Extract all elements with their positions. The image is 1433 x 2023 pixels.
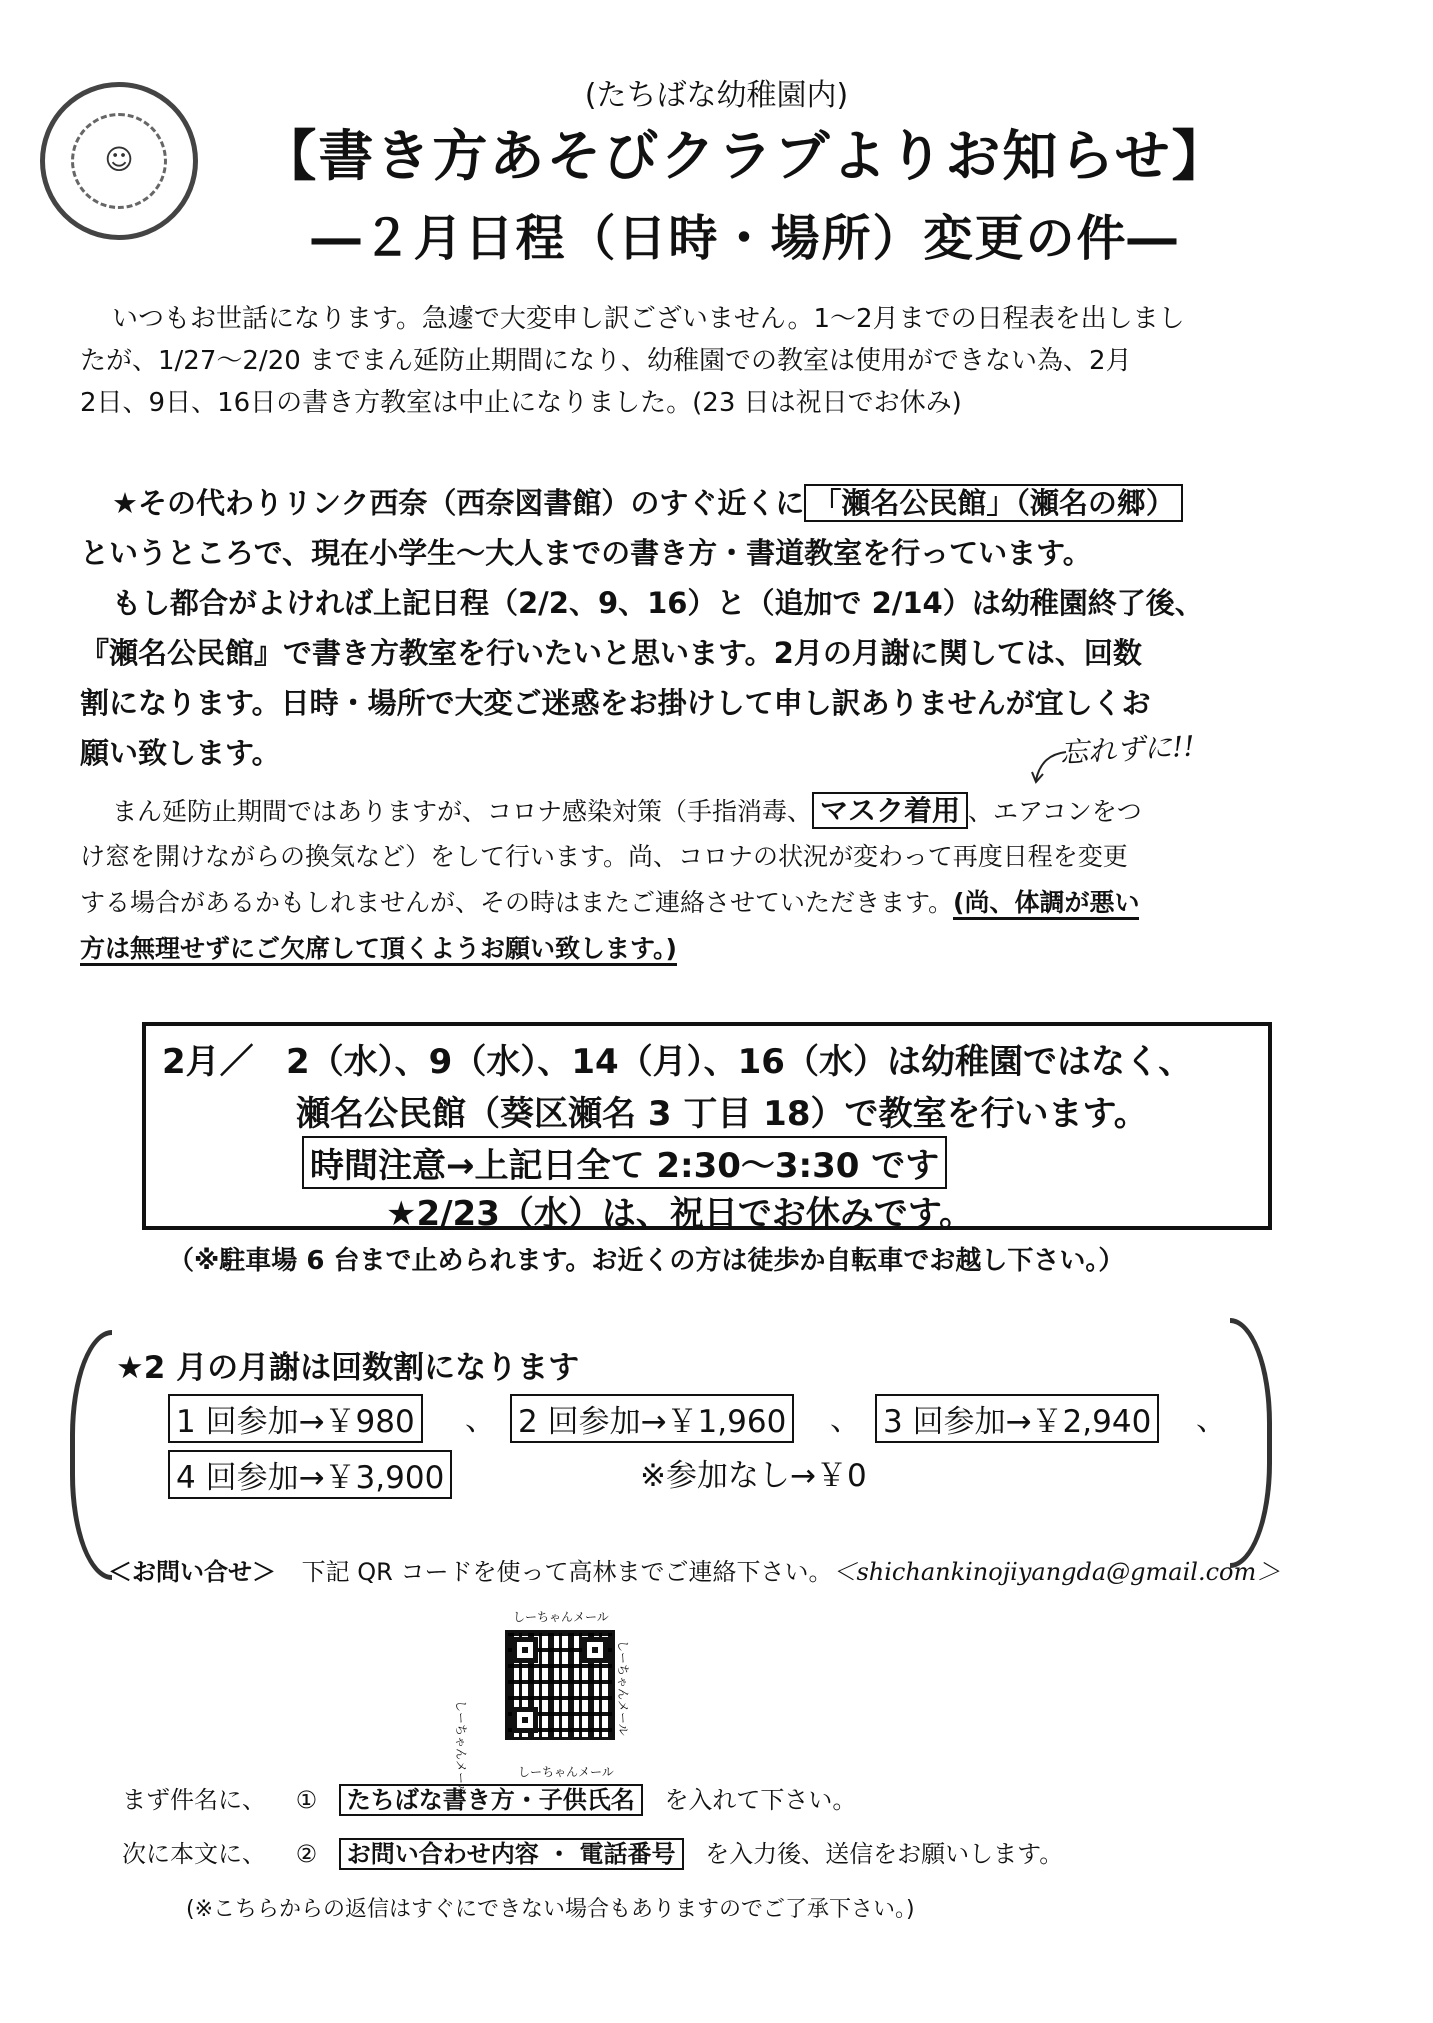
intro-line-3: 2日、9日、16日の書き方教室は中止になりました。(23 日は祝日でお休み)	[80, 388, 962, 418]
page-subtitle: ―２月日程（日時・場所）変更の件―	[311, 210, 1179, 267]
notice-line-1	[112, 480, 1183, 526]
contact-text: 下記 QR コードを使って高林までご連絡下さい。	[301, 1558, 833, 1586]
fee-1-session: 1 回参加→￥980	[168, 1394, 423, 1443]
venue-boxed: 「瀬名公民館」（瀬名の郷）	[804, 484, 1183, 522]
step-1-number: ①	[295, 1786, 318, 1814]
fee-separator-2: 、	[830, 1402, 861, 1438]
contact-qr-code[interactable]	[505, 1630, 615, 1740]
covid-line-1	[112, 790, 1142, 832]
fee-heading: ★2 月の月謝は回数割になります	[116, 1350, 580, 1386]
fee-2-sessions: 2 回参加→￥1,960	[510, 1394, 794, 1443]
qr-caption-right: しーちゃんメール	[616, 1640, 630, 1736]
covid-line-3	[80, 882, 1139, 923]
step-2-number: ②	[295, 1840, 318, 1868]
qr-caption-left: しーちゃんメール	[454, 1700, 468, 1796]
notice-line-3: もし都合がよければ上記日程（2/2、9、16）と（追加で 2/14）は幼稚園終了後、	[112, 586, 1204, 620]
health-note-underlined-2: 方は無理せずにご欠席して頂くようお願い致します。)	[80, 934, 677, 966]
health-note-underlined: (尚、体調が悪い	[953, 888, 1139, 920]
contact-line	[108, 1552, 1280, 1587]
step-2-suffix: を入力後、送信をお願いします。	[705, 1840, 1064, 1868]
covid-line-1-text: まん延防止期間ではありますが、コロナ感染対策（手指消毒、	[112, 797, 813, 826]
contact-email[interactable]: ＜shichankinojiyangda@gmail.com＞	[832, 1558, 1281, 1586]
qr-caption-bottom: しーちゃんメール	[518, 1765, 614, 1779]
qr-finder-bl	[512, 1707, 538, 1733]
schedule-time: 時間注意→上記日全て 2:30～3:30 です	[302, 1136, 947, 1189]
schedule-place: 瀬名公民館（葵区瀬名 3 丁目 18）で教室を行います。	[296, 1094, 1148, 1134]
qr-finder-tl	[512, 1637, 538, 1663]
qr-caption-top: しーちゃんメール	[513, 1610, 609, 1624]
fee-separator-3: 、	[1196, 1402, 1227, 1438]
notice-line-6: 願い致します。	[80, 736, 281, 770]
covid-line-1-tail: 、エアコンをつ	[968, 797, 1142, 826]
fee-4-sessions: 4 回参加→￥3,900	[168, 1450, 452, 1499]
reply-note: (※こちらからの返信はすぐにできない場合もありますのでご了承下さい。)	[186, 1897, 915, 1922]
step-2-body-boxed: お問い合わせ内容 ・ 電話番号	[339, 1838, 684, 1870]
intro-line-2: たが、1/27～2/20 までまん延防止期間になり、幼稚園での教室は使用ができない為、2月	[80, 346, 1132, 376]
covid-line-2: け窓を開けながらの換気など）をして行います。尚、コロナの状況が変わって再度日程を変更	[80, 842, 1128, 871]
instruction-step-2	[122, 1834, 1063, 1869]
notice-line-5: 割になります。日時・場所で大変ご迷惑をお掛けして申し訳ありませんが宜しくお	[80, 686, 1151, 720]
parking-note: （※駐車場 6 台まで止められます。お近くの方は徒歩か自転車でお越し下さい。）	[168, 1246, 1125, 1276]
fee-3-sessions: 3 回参加→￥2,940	[875, 1394, 1159, 1443]
schedule-holiday: ★2/23（水）は、祝日でお休みです。	[386, 1194, 974, 1234]
stamp-face-icon: ☺	[104, 143, 134, 176]
schedule-dates: 2（水）、9（水）、14（月）、16（水）は幼稚園ではなく、	[286, 1042, 1193, 1082]
schedule-box	[142, 1022, 1272, 1234]
notice-line-1-text: ★その代わりリンク西奈（西奈図書館）のすぐ近くに	[112, 486, 805, 520]
fee-separator: 、	[465, 1402, 496, 1438]
step-1-prefix: まず件名に、	[122, 1786, 266, 1814]
page-title: 【書き方あそびクラブよりお知らせ】	[261, 124, 1229, 188]
mask-boxed: マスク着用	[812, 792, 968, 829]
step-2-prefix: 次に本文に、	[122, 1840, 266, 1868]
qr-finder-tr	[582, 1637, 608, 1663]
intro-line-1: いつもお世話になります。急遽で大変申し訳ございません。1～2月までの日程表を出しまし	[112, 304, 1185, 334]
pre-title: (たちばな幼稚園内)	[584, 78, 849, 113]
notice-line-2: というところで、現在小学生～大人までの書き方・書道教室を行っています。	[80, 536, 1092, 570]
contact-label: ＜お問い合せ＞	[108, 1558, 276, 1586]
covid-line-4	[80, 928, 677, 969]
handwritten-arrow-icon	[1030, 748, 1070, 788]
instruction-step-1	[122, 1780, 856, 1815]
left-bracket	[70, 1330, 112, 1580]
notice-line-4: 『瀬名公民館』で書き方教室を行いたいと思います。2月の月謝に関しては、回数	[80, 636, 1142, 670]
step-1-subject-boxed: たちばな書き方・子供氏名	[339, 1784, 643, 1816]
fee-none: ※参加なし→￥0	[640, 1458, 867, 1494]
schedule-month: 2月／	[162, 1042, 254, 1082]
right-bracket	[1230, 1318, 1272, 1568]
step-1-suffix: を入れて下さい。	[664, 1786, 857, 1814]
covid-line-3-text: する場合があるかもしれませんが、その時はまたご連絡させていただきます。	[80, 888, 954, 917]
handwritten-note: 忘れずに!!	[1059, 729, 1196, 770]
